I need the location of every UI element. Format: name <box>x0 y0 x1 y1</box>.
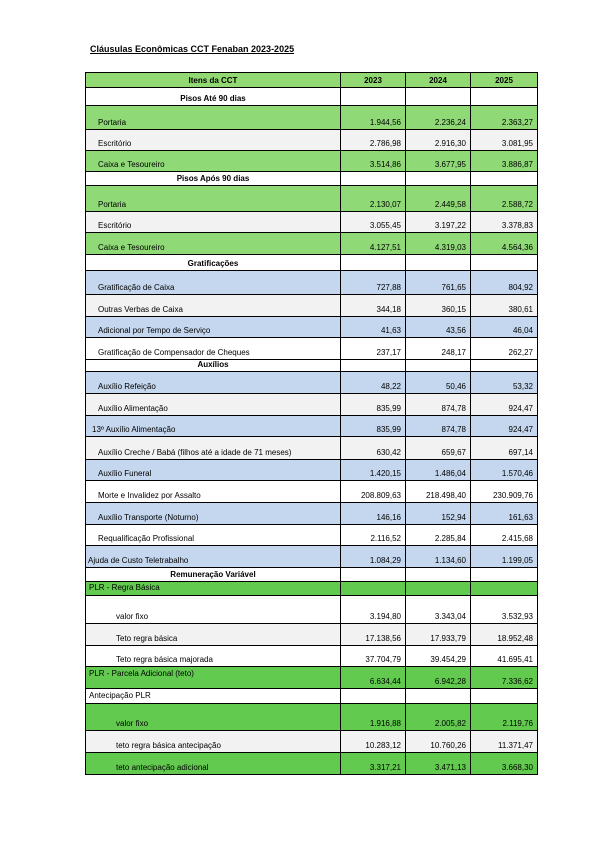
value-2025: 41.695,41 <box>497 655 533 664</box>
header-2025: 2025 <box>495 75 513 85</box>
value-2023: 835,99 <box>341 394 406 415</box>
value-2024: 874,78 <box>406 416 471 436</box>
value-2023: 1.420,15 <box>341 460 406 480</box>
section-pisos-ate <box>86 88 537 106</box>
value-2025: 924,47 <box>508 425 533 434</box>
empty-cell <box>341 88 406 105</box>
value-2025: 1.199,05 <box>501 556 533 565</box>
value-2025: 3.532,93 <box>501 612 533 621</box>
value-2023: 3.055,45 <box>341 212 406 232</box>
value-2023: 727,88 <box>341 271 406 294</box>
row-label: teto regra básica antecipação <box>86 731 341 752</box>
empty-cell <box>406 360 471 371</box>
header-itens: Itens da CCT <box>86 73 341 87</box>
value-2023: 48,22 <box>341 372 406 393</box>
table-row <box>86 503 537 525</box>
table-row <box>86 151 537 172</box>
value-2024: 43,56 <box>406 317 471 337</box>
row-label: valor fixo <box>86 596 341 623</box>
antecipacao-plr-row <box>86 689 537 704</box>
value-2025: 380,61 <box>508 305 533 314</box>
row-label: Morte e Invalidez por Assalto <box>86 481 341 502</box>
value-2024: 2.236,24 <box>406 106 471 129</box>
empty-cell <box>471 360 537 371</box>
table-row <box>86 317 537 338</box>
value-2025: 3.886,87 <box>501 160 533 169</box>
row-label: 13º Auxílio Alimentação <box>86 416 341 436</box>
row-label: Portaria <box>86 186 341 211</box>
table-row <box>86 525 537 546</box>
value-2025: 161,63 <box>508 513 533 522</box>
empty-cell <box>341 360 406 371</box>
section-auxilios <box>86 360 537 372</box>
value-2025: 53,32 <box>512 382 533 391</box>
row-label: Auxílio Alimentação <box>86 394 341 415</box>
empty-cell <box>341 255 406 270</box>
table-row <box>86 186 537 212</box>
table-row <box>86 624 537 646</box>
section-gratificacoes <box>86 255 537 271</box>
row-label: Gratificação de Compensador de Cheques <box>86 338 341 359</box>
cct-table <box>85 72 538 775</box>
value-2025: 1.570,46 <box>501 469 533 478</box>
empty-cell <box>406 88 471 105</box>
table-row <box>86 372 537 394</box>
value-2024: 218.498,40 <box>406 481 471 502</box>
value-2025: 230.909,76 <box>492 491 533 500</box>
section-title: Pisos Após 90 dias <box>86 172 341 185</box>
value-2024: 3.197,22 <box>406 212 471 232</box>
table-row <box>86 731 537 753</box>
header-2023: 2023 <box>341 73 406 87</box>
section-title: Gratificações <box>86 255 341 270</box>
table-row <box>86 704 537 731</box>
value-2024: 3.677,95 <box>406 151 471 171</box>
value-2025: 18.952,48 <box>497 634 533 643</box>
row-label: Requalificação Profissional <box>86 525 341 545</box>
row-label: PLR - Regra Básica <box>86 582 341 595</box>
value-2024: 874,78 <box>406 394 471 415</box>
value-2023: 2.786,98 <box>341 130 406 150</box>
table-row <box>86 753 537 775</box>
value-2023: 6.634,44 <box>341 667 406 688</box>
table-row <box>86 416 537 437</box>
value-2024: 2.449,58 <box>406 186 471 211</box>
row-label: valor fixo <box>86 704 341 730</box>
section-remuneracao <box>86 568 537 582</box>
row-label: Escritório <box>86 130 341 150</box>
row-label: Caixa e Tesoureiro <box>86 233 341 254</box>
value-2024: 2.285,84 <box>406 525 471 545</box>
table-row <box>86 394 537 416</box>
value-2023: 2.130,07 <box>341 186 406 211</box>
value-2024: 50,46 <box>406 372 471 393</box>
row-label: Gratificação de Caixa <box>86 271 341 294</box>
table-row <box>86 546 537 568</box>
value-2025: 924,47 <box>508 404 533 413</box>
value-2023: 4.127,51 <box>341 233 406 254</box>
empty-cell <box>341 582 406 595</box>
table-row <box>86 460 537 481</box>
value-2023: 1.916,88 <box>341 704 406 730</box>
empty-cell <box>406 689 471 703</box>
value-2025: 2.588,72 <box>501 200 533 209</box>
value-2024: 39.454,29 <box>406 646 471 666</box>
value-2023: 344,18 <box>341 295 406 316</box>
table-row <box>86 295 537 317</box>
table-row <box>86 130 537 151</box>
value-2024: 3.343,04 <box>406 596 471 623</box>
row-label: Caixa e Tesoureiro <box>86 151 341 171</box>
empty-cell <box>471 255 537 270</box>
value-2024: 4.319,03 <box>406 233 471 254</box>
header-2024: 2024 <box>406 73 471 87</box>
value-2023: 1.944,56 <box>341 106 406 129</box>
value-2025: 2.363,27 <box>501 118 533 127</box>
value-2024: 1.486,04 <box>406 460 471 480</box>
value-2023: 10.283,12 <box>341 731 406 752</box>
value-2023: 1.084,29 <box>341 546 406 567</box>
table-row <box>86 596 537 624</box>
empty-cell <box>406 255 471 270</box>
value-2024: 152,94 <box>406 503 471 524</box>
row-label: teto antecipação adicional <box>86 753 341 774</box>
section-title: Remuneração Variável <box>86 568 341 581</box>
value-2023: 3.317,21 <box>341 753 406 774</box>
value-2025: 2.119,76 <box>502 719 533 728</box>
row-label: Portaria <box>86 106 341 129</box>
table-row <box>86 212 537 233</box>
table-row <box>86 481 537 503</box>
value-2024: 248,17 <box>406 338 471 359</box>
value-2025: 2.415,68 <box>501 534 533 543</box>
document-title: Cláusulas Econômicas CCT Fenaban 2023-2025 <box>90 44 295 54</box>
row-label: Auxílio Refeição <box>86 372 341 393</box>
empty-cell <box>341 568 406 581</box>
table-row <box>86 106 537 130</box>
row-label: Antecipação PLR <box>86 689 341 703</box>
value-2023: 41,63 <box>341 317 406 337</box>
row-label: Ajuda de Custo Teletrabalho <box>86 546 341 567</box>
value-2025: 7.336,62 <box>501 677 533 686</box>
table-row <box>86 437 537 460</box>
value-2025: 3.081,95 <box>501 139 533 148</box>
value-2023: 146,16 <box>341 503 406 524</box>
value-2025: 4.564,36 <box>501 243 533 252</box>
row-label: Auxílio Funeral <box>86 460 341 480</box>
value-2025: 11.371,47 <box>498 741 533 750</box>
row-label: Adicional por Tempo de Serviço <box>86 317 341 337</box>
empty-cell <box>471 172 537 185</box>
value-2024: 2.916,30 <box>406 130 471 150</box>
row-label: PLR - Parcela Adicional (teto) <box>86 667 341 688</box>
section-pisos-apos <box>86 172 537 186</box>
section-title: Auxílios <box>86 360 341 371</box>
section-title: Pisos Até 90 dias <box>86 88 341 105</box>
value-2024: 659,67 <box>406 437 471 459</box>
value-2024: 6.942,28 <box>406 667 471 688</box>
value-2025: 46,04 <box>512 326 533 335</box>
value-2023: 37.704,79 <box>341 646 406 666</box>
value-2023: 3.514,86 <box>341 151 406 171</box>
value-2024: 10.760,26 <box>406 731 471 752</box>
table-row <box>86 667 537 689</box>
value-2023: 17.138,56 <box>341 624 406 645</box>
table-row <box>86 646 537 667</box>
value-2023: 208.809,63 <box>341 481 406 502</box>
row-label: Teto regra básica <box>86 624 341 645</box>
value-2023: 835,99 <box>341 416 406 436</box>
empty-cell <box>471 582 537 595</box>
value-2024: 17.933,79 <box>406 624 471 645</box>
value-2025: 697,14 <box>508 448 533 457</box>
value-2025: 262,27 <box>508 348 533 357</box>
value-2025: 3.378,83 <box>501 221 533 230</box>
value-2025: 804,92 <box>508 283 533 292</box>
empty-cell <box>471 568 537 581</box>
empty-cell <box>406 568 471 581</box>
value-2025: 3.668,30 <box>501 763 533 772</box>
value-2024: 761,65 <box>406 271 471 294</box>
plr-regra-basica-row <box>86 582 537 596</box>
table-row <box>86 338 537 360</box>
row-label: Outras Verbas de Caixa <box>86 295 341 316</box>
empty-cell <box>471 88 537 105</box>
row-label: Escritório <box>86 212 341 232</box>
row-label: Teto regra básica majorada <box>86 646 341 666</box>
value-2024: 3.471,13 <box>406 753 471 774</box>
value-2023: 237,17 <box>341 338 406 359</box>
table-row <box>86 271 537 295</box>
value-2024: 1.134,60 <box>406 546 471 567</box>
empty-cell <box>406 172 471 185</box>
empty-cell <box>341 172 406 185</box>
row-label: Auxílio Transporte (Noturno) <box>86 503 341 524</box>
table-row <box>86 233 537 255</box>
value-2023: 2.116,52 <box>341 525 406 545</box>
empty-cell <box>406 582 471 595</box>
table-header-row <box>86 72 537 88</box>
value-2024: 2.005,82 <box>406 704 471 730</box>
empty-cell <box>341 689 406 703</box>
value-2023: 630,42 <box>341 437 406 459</box>
row-label: Auxílio Creche / Babá (filhos até a idade de 71 meses) <box>86 437 341 459</box>
empty-cell <box>471 689 537 703</box>
value-2023: 3.194,80 <box>341 596 406 623</box>
value-2024: 360,15 <box>406 295 471 316</box>
